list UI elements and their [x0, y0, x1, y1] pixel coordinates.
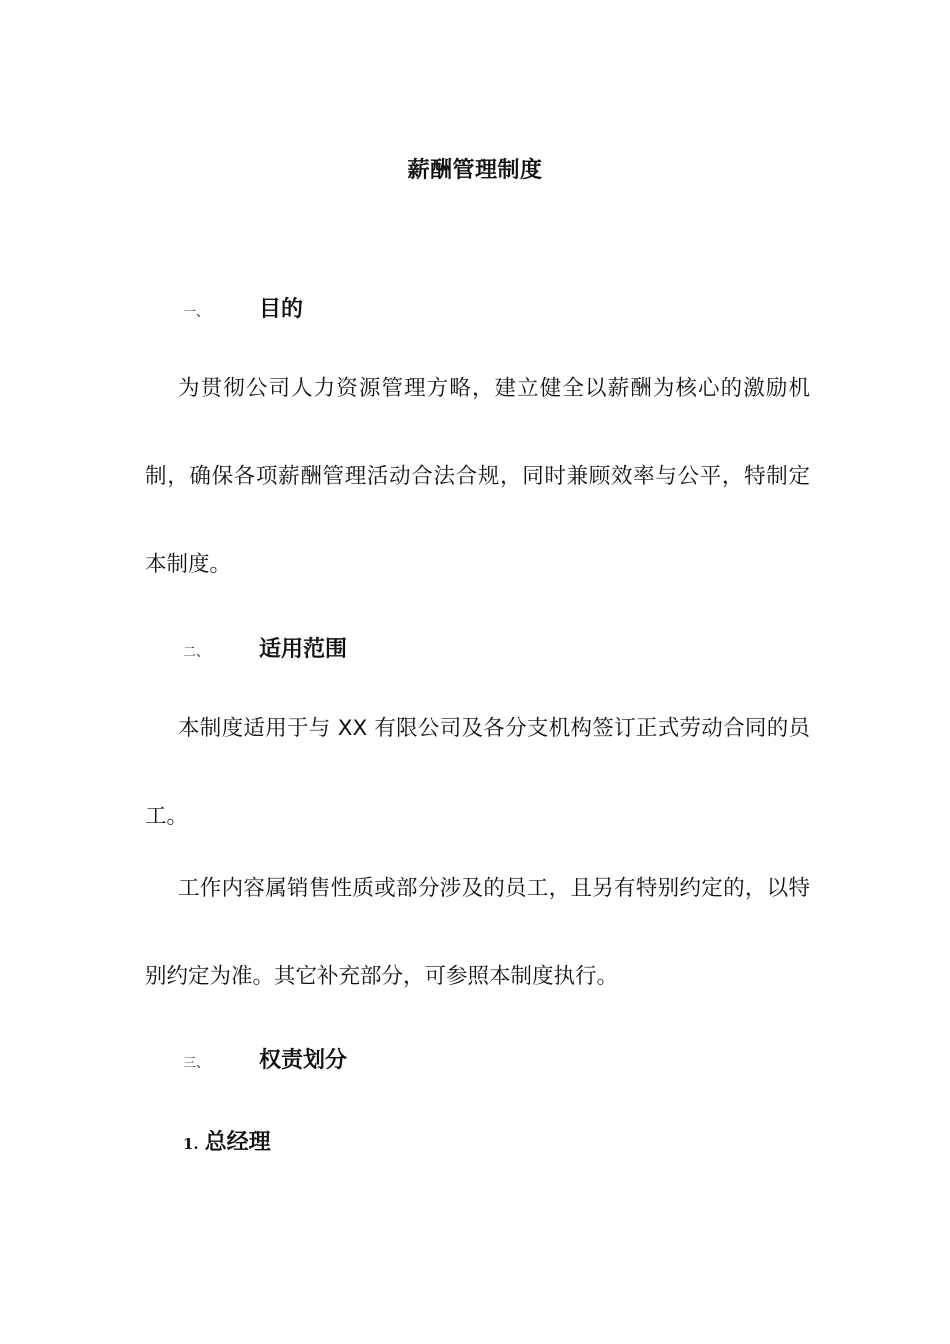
paragraph-purpose: 为贯彻公司人力资源管理方略，建立健全以薪酬为核心的激励机制，确保各项薪酬管理活动合法合规，同时兼顾效率与公平，特制定本制度。	[145, 376, 810, 577]
section-number: 二、	[183, 645, 210, 660]
section-number: 一、	[183, 305, 210, 320]
section-heading-purpose	[183, 292, 303, 323]
section-title: 目的	[259, 297, 304, 322]
document-title: 薪酬管理制度	[407, 158, 543, 183]
section-heading-scope	[183, 632, 347, 663]
section-title: 权责划分	[259, 1048, 348, 1073]
section-heading-responsibilities	[183, 1043, 347, 1074]
paragraph-scope-2: 工作内容属销售性质或部分涉及的员工，且另有特别约定的，以特别约定为准。其它补充部分，可参照本制度执行。	[145, 876, 810, 989]
section-title: 适用范围	[259, 637, 348, 662]
subsection-heading-general-manager	[183, 1125, 271, 1156]
subsection-number: 1.	[183, 1135, 199, 1153]
section-number: 三、	[183, 1056, 210, 1071]
paragraph-scope-1: 本制度适用于与 XX 有限公司及各分支机构签订正式劳动合同的员工。	[145, 716, 810, 829]
subsection-title: 总经理	[204, 1130, 271, 1155]
